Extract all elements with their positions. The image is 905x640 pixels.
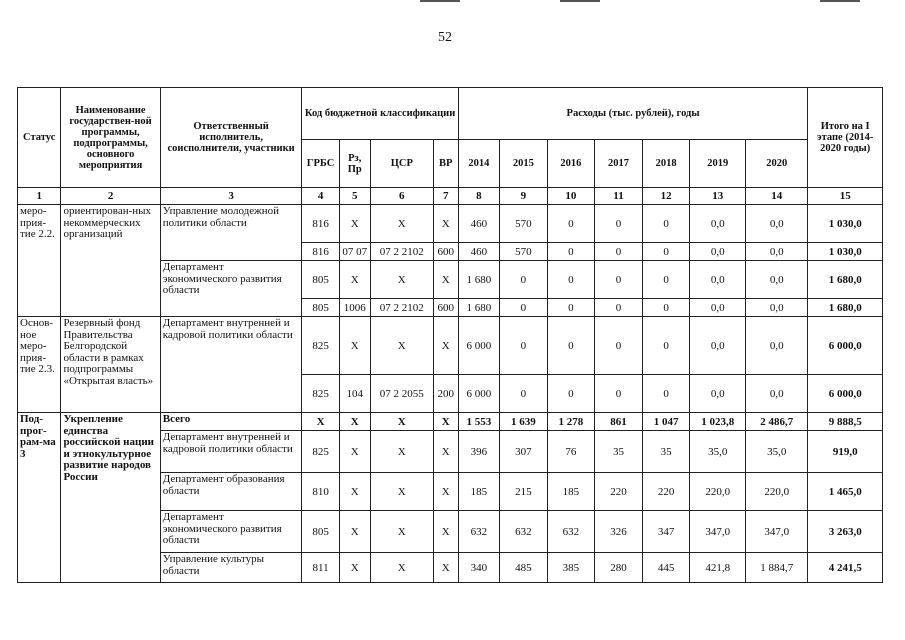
header-year: 2014 [458, 140, 499, 188]
header-total: Итого на I этапе (2014-2020 годы) [808, 88, 883, 188]
row-executor: Департамент экономического развития области [160, 261, 302, 317]
cell-year: 0,0 [690, 261, 746, 299]
cell-year: 2 486,7 [746, 413, 808, 431]
page-number: 52 [438, 30, 452, 45]
cell-rzpr: Х [339, 413, 370, 431]
cell-year: 0,0 [690, 317, 746, 375]
cell-total: 1 030,0 [808, 243, 883, 261]
cell-year: 0,0 [746, 375, 808, 413]
cell-year: 385 [547, 553, 595, 583]
cell-year: 460 [458, 243, 499, 261]
cell-year: 0 [500, 299, 548, 317]
cell-year: 220,0 [746, 473, 808, 511]
cell-year: 460 [458, 205, 499, 243]
cell-year: 0 [547, 243, 595, 261]
cell-total: 1 680,0 [808, 299, 883, 317]
table-header [18, 88, 883, 205]
cell-rzpr: Х [339, 511, 370, 553]
table-row [18, 317, 883, 375]
cell-vr: Х [433, 413, 458, 431]
cell-year: 0 [595, 299, 643, 317]
cell-vr: 600 [433, 243, 458, 261]
row-name: ориентирован-ных некоммерческих организаций [61, 205, 160, 317]
cell-grbs: 825 [302, 317, 339, 375]
cell-year: 0,0 [746, 205, 808, 243]
header-name: Наименование государствен-ной программы, подпрограммы, основного мероприятия [61, 88, 160, 188]
column-index-row [18, 188, 883, 205]
header-status: Статус [18, 88, 61, 188]
header-year: 2020 [746, 140, 808, 188]
cell-year: 0,0 [746, 243, 808, 261]
cell-vr: Х [433, 261, 458, 299]
cell-year: 0 [642, 299, 690, 317]
table-row [18, 413, 883, 431]
column-index: 4 [302, 188, 339, 205]
cell-year: 220 [595, 473, 643, 511]
cell-year: 347,0 [690, 511, 746, 553]
header-expenses: Расходы (тыс. рублей), годы [458, 88, 808, 140]
column-index: 11 [595, 188, 643, 205]
cell-year: 0 [642, 317, 690, 375]
cell-vr: 600 [433, 299, 458, 317]
cell-grbs: 810 [302, 473, 339, 511]
cell-year: 340 [458, 553, 499, 583]
cell-csr: Х [370, 317, 433, 375]
cell-year: 0 [642, 261, 690, 299]
cell-year: 280 [595, 553, 643, 583]
column-index: 13 [690, 188, 746, 205]
cell-year: 1 023,8 [690, 413, 746, 431]
scan-edge-mark [420, 0, 460, 2]
cell-year: 0 [642, 243, 690, 261]
cell-total: 919,0 [808, 431, 883, 473]
cell-vr: Х [433, 431, 458, 473]
row-status: Основ-ное меро-прия-тие 2.3. [18, 317, 61, 413]
cell-year: 0 [500, 375, 548, 413]
row-executor: Всего [160, 413, 302, 431]
cell-year: 0,0 [690, 205, 746, 243]
cell-year: 307 [500, 431, 548, 473]
cell-year: 0 [642, 205, 690, 243]
cell-csr: 07 2 2055 [370, 375, 433, 413]
cell-year: 632 [547, 511, 595, 553]
cell-csr: 07 2 2102 [370, 243, 433, 261]
cell-year: 632 [500, 511, 548, 553]
cell-year: 0,0 [690, 243, 746, 261]
header-csr: ЦСР [370, 140, 433, 188]
cell-year: 185 [458, 473, 499, 511]
cell-year: 1 884,7 [746, 553, 808, 583]
cell-vr: 200 [433, 375, 458, 413]
cell-year: 0,0 [690, 299, 746, 317]
cell-year: 1 278 [547, 413, 595, 431]
cell-year: 0 [547, 317, 595, 375]
cell-vr: Х [433, 317, 458, 375]
cell-total: 4 241,5 [808, 553, 883, 583]
cell-year: 0 [500, 317, 548, 375]
row-executor: Департамент экономического развития области [160, 511, 302, 553]
column-index: 14 [746, 188, 808, 205]
cell-year: 35 [595, 431, 643, 473]
cell-year: 185 [547, 473, 595, 511]
cell-vr: Х [433, 553, 458, 583]
cell-total: 1 680,0 [808, 261, 883, 299]
cell-grbs: 825 [302, 375, 339, 413]
cell-grbs: 816 [302, 243, 339, 261]
cell-year: 1 680 [458, 261, 499, 299]
column-index: 3 [160, 188, 302, 205]
cell-csr: Х [370, 205, 433, 243]
cell-year: 0 [547, 261, 595, 299]
cell-year: 632 [458, 511, 499, 553]
column-index: 5 [339, 188, 370, 205]
cell-year: 1 639 [500, 413, 548, 431]
budget-table [17, 87, 883, 583]
table-row [18, 205, 883, 243]
cell-total: 1 030,0 [808, 205, 883, 243]
header-rzpr: Рз, Пр [339, 140, 370, 188]
cell-grbs: 805 [302, 299, 339, 317]
cell-year: 347 [642, 511, 690, 553]
cell-csr: 07 2 2102 [370, 299, 433, 317]
row-name: Резервный фонд Правительства Белгородской области в рамках подпрограммы «Открытая власть» [61, 317, 160, 413]
cell-vr: Х [433, 473, 458, 511]
cell-year: 1 047 [642, 413, 690, 431]
header-year: 2018 [642, 140, 690, 188]
cell-year: 421,8 [690, 553, 746, 583]
cell-year: 0 [547, 205, 595, 243]
cell-year: 861 [595, 413, 643, 431]
scan-edge-mark [560, 0, 600, 2]
cell-rzpr: Х [339, 205, 370, 243]
column-index: 1 [18, 188, 61, 205]
cell-grbs: 825 [302, 431, 339, 473]
header-year: 2015 [500, 140, 548, 188]
cell-year: 445 [642, 553, 690, 583]
cell-year: 215 [500, 473, 548, 511]
header-year: 2017 [595, 140, 643, 188]
cell-year: 35 [642, 431, 690, 473]
column-index: 12 [642, 188, 690, 205]
cell-rzpr: Х [339, 473, 370, 511]
scan-edge-mark [820, 0, 860, 2]
cell-year: 1 553 [458, 413, 499, 431]
cell-year: 35,0 [746, 431, 808, 473]
row-status: меро-прия-тие 2.2. [18, 205, 61, 317]
header-year: 2019 [690, 140, 746, 188]
cell-year: 0 [642, 375, 690, 413]
cell-grbs: 805 [302, 261, 339, 299]
cell-grbs: 811 [302, 553, 339, 583]
cell-year: 0 [595, 205, 643, 243]
cell-rzpr: 07 07 [339, 243, 370, 261]
cell-year: 6 000 [458, 375, 499, 413]
cell-year: 220 [642, 473, 690, 511]
column-index: 15 [808, 188, 883, 205]
cell-year: 0 [595, 261, 643, 299]
cell-year: 35,0 [690, 431, 746, 473]
cell-grbs: 805 [302, 511, 339, 553]
cell-csr: Х [370, 473, 433, 511]
header-grbs: ГРБС [302, 140, 339, 188]
header-vr: ВР [433, 140, 458, 188]
row-executor: Управление культуры области [160, 553, 302, 583]
cell-year: 570 [500, 243, 548, 261]
row-executor: Департамент внутренней и кадровой политики области [160, 317, 302, 413]
cell-year: 0,0 [746, 317, 808, 375]
cell-rzpr: Х [339, 261, 370, 299]
cell-year: 0 [547, 375, 595, 413]
column-index: 2 [61, 188, 160, 205]
cell-rzpr: Х [339, 431, 370, 473]
row-status: Под-прог-рам-ма 3 [18, 413, 61, 583]
column-index: 8 [458, 188, 499, 205]
header-budget-code: Код бюджетной классификации [302, 88, 458, 140]
cell-rzpr: 104 [339, 375, 370, 413]
cell-year: 6 000 [458, 317, 499, 375]
cell-year: 326 [595, 511, 643, 553]
cell-rzpr: Х [339, 553, 370, 583]
header-year: 2016 [547, 140, 595, 188]
cell-total: 3 263,0 [808, 511, 883, 553]
cell-year: 0 [595, 243, 643, 261]
cell-year: 1 680 [458, 299, 499, 317]
cell-csr: Х [370, 413, 433, 431]
cell-year: 220,0 [690, 473, 746, 511]
cell-total: 6 000,0 [808, 375, 883, 413]
cell-vr: Х [433, 205, 458, 243]
cell-year: 0,0 [746, 261, 808, 299]
cell-year: 0 [500, 261, 548, 299]
cell-year: 396 [458, 431, 499, 473]
row-name: Укрепление единства российской нации и этнокультурное развитие народов России [61, 413, 160, 583]
cell-grbs: Х [302, 413, 339, 431]
row-executor: Департамент внутренней и кадровой политики области [160, 431, 302, 473]
cell-csr: Х [370, 511, 433, 553]
cell-csr: Х [370, 431, 433, 473]
cell-year: 0 [547, 299, 595, 317]
cell-rzpr: 1006 [339, 299, 370, 317]
row-executor: Департамент образования области [160, 473, 302, 511]
cell-year: 0,0 [690, 375, 746, 413]
cell-year: 0,0 [746, 299, 808, 317]
cell-year: 485 [500, 553, 548, 583]
cell-year: 0 [595, 375, 643, 413]
header-executor: Ответственный исполнитель, соисполнители, участники [160, 88, 302, 188]
cell-csr: Х [370, 553, 433, 583]
cell-year: 76 [547, 431, 595, 473]
cell-rzpr: Х [339, 317, 370, 375]
cell-year: 0 [595, 317, 643, 375]
cell-year: 347,0 [746, 511, 808, 553]
cell-vr: Х [433, 511, 458, 553]
cell-total: 9 888,5 [808, 413, 883, 431]
cell-csr: Х [370, 261, 433, 299]
column-index: 9 [500, 188, 548, 205]
row-executor: Управление молодежной политики области [160, 205, 302, 261]
column-index: 6 [370, 188, 433, 205]
column-index: 7 [433, 188, 458, 205]
cell-total: 6 000,0 [808, 317, 883, 375]
cell-total: 1 465,0 [808, 473, 883, 511]
column-index: 10 [547, 188, 595, 205]
cell-year: 570 [500, 205, 548, 243]
cell-grbs: 816 [302, 205, 339, 243]
